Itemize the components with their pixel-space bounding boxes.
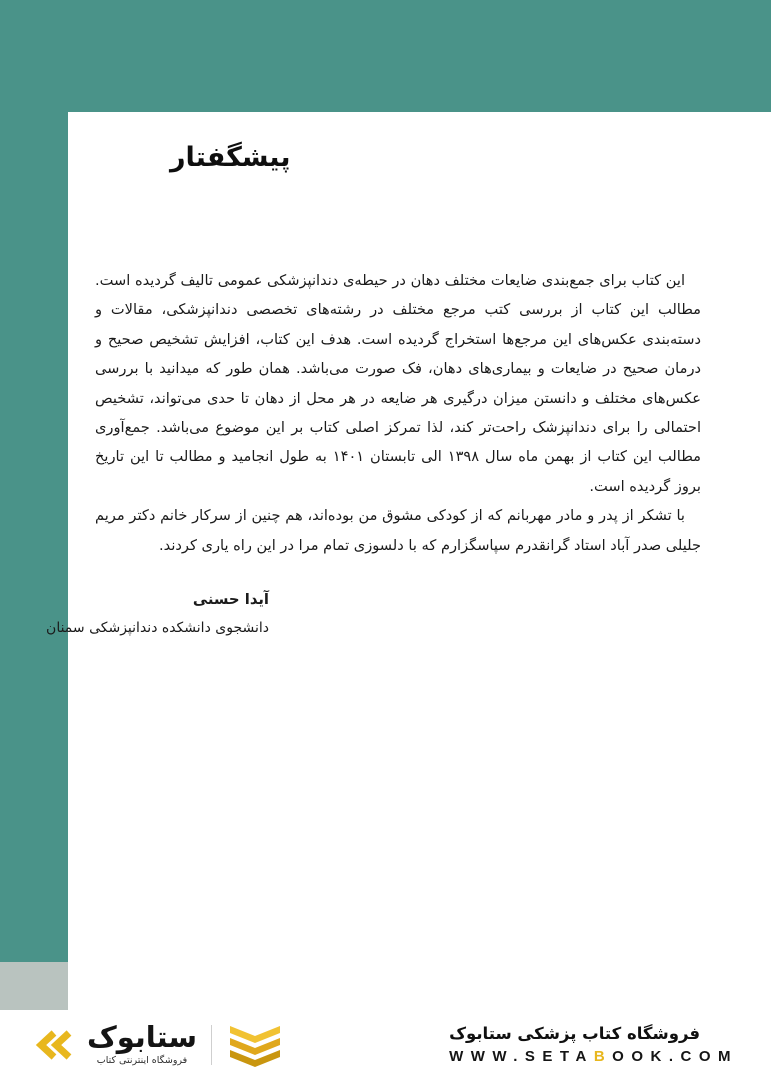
signature-title: دانشجوی دانشکده دندانپزشکی سمنان [46, 620, 269, 637]
signature-name: آیدا حسنی [192, 591, 269, 609]
sidebar-strip-tail [0, 962, 68, 1010]
author-signature [46, 586, 269, 642]
preface-heading: پیشگفتار [170, 142, 291, 174]
website-url [449, 1048, 738, 1065]
preface-paragraph-1: این کتاب برای جمع‌بندی ضایعات مختلف دهان در حیطه‌ی دندانپزشکی عمومی تالیف گردیده است. مطالب این کتاب از بررسی کتب مرجع مختلف در رشته‌های تخصصی دندانپزشکی، مقالات و دسته‌بندی عکس‌های این مرجع‌ها استخراج گردیده است. هدف این کتاب، افزایش تشخیص صحیح و درمان صحیح در ضایعات و بیماری‌های دهان، فک صورت می‌باشد. همان طور که میدانید با بررسی عکس‌های مختلف و دانستن میزان درگیری هر ضایعه در هر محل از دهان تا حدی می‌تواند، تشخیص احتمالی را برای دندانپزشک راحت‌تر کند، لذا تمرکز اصلی کتاب بر این موضوع می‌باشد. جمع‌آوری مطالب این کتاب از بهمن ماه سال ۱۳۹۸ الی تابستان ۱۴۰۱ به طول انجامید و مطالب تا این تاریخ بروز گردیده است. [95, 272, 701, 495]
url-prefix: WWW.SETA [449, 1048, 594, 1065]
url-gold-letter: B [593, 1048, 613, 1065]
url-suffix: OOK.COM [612, 1048, 738, 1065]
brand-logo-group [33, 1022, 284, 1068]
preface-body [46, 266, 701, 642]
footer-bar [0, 1010, 771, 1079]
header-band [0, 0, 771, 112]
double-chevron-left-icon [33, 1030, 73, 1060]
footer-store-block [449, 1024, 738, 1065]
brand-wordmark-block [87, 1020, 198, 1066]
stacked-book-logo-icon [226, 1022, 284, 1068]
store-title: فروشگاه کتاب پزشکی ستابوک [449, 1024, 701, 1043]
brand-wordmark: ستابوک [87, 1020, 198, 1054]
sidebar-accent-strip [0, 0, 68, 962]
footer-divider [211, 1025, 212, 1065]
preface-paragraph-2: با تشکر از پدر و مادر مهربانم که از کودکی مشوق من بوده‌اند، هم چنین از سرکار خانم دکتر مریم جلیلی صدر آباد استاد گرانقدرم سپاسگزارم که با دلسوزی تمام مرا در این راه یاری کردند. [95, 507, 701, 554]
brand-subtitle: فروشگاه اینترنتی کتاب [96, 1055, 188, 1066]
